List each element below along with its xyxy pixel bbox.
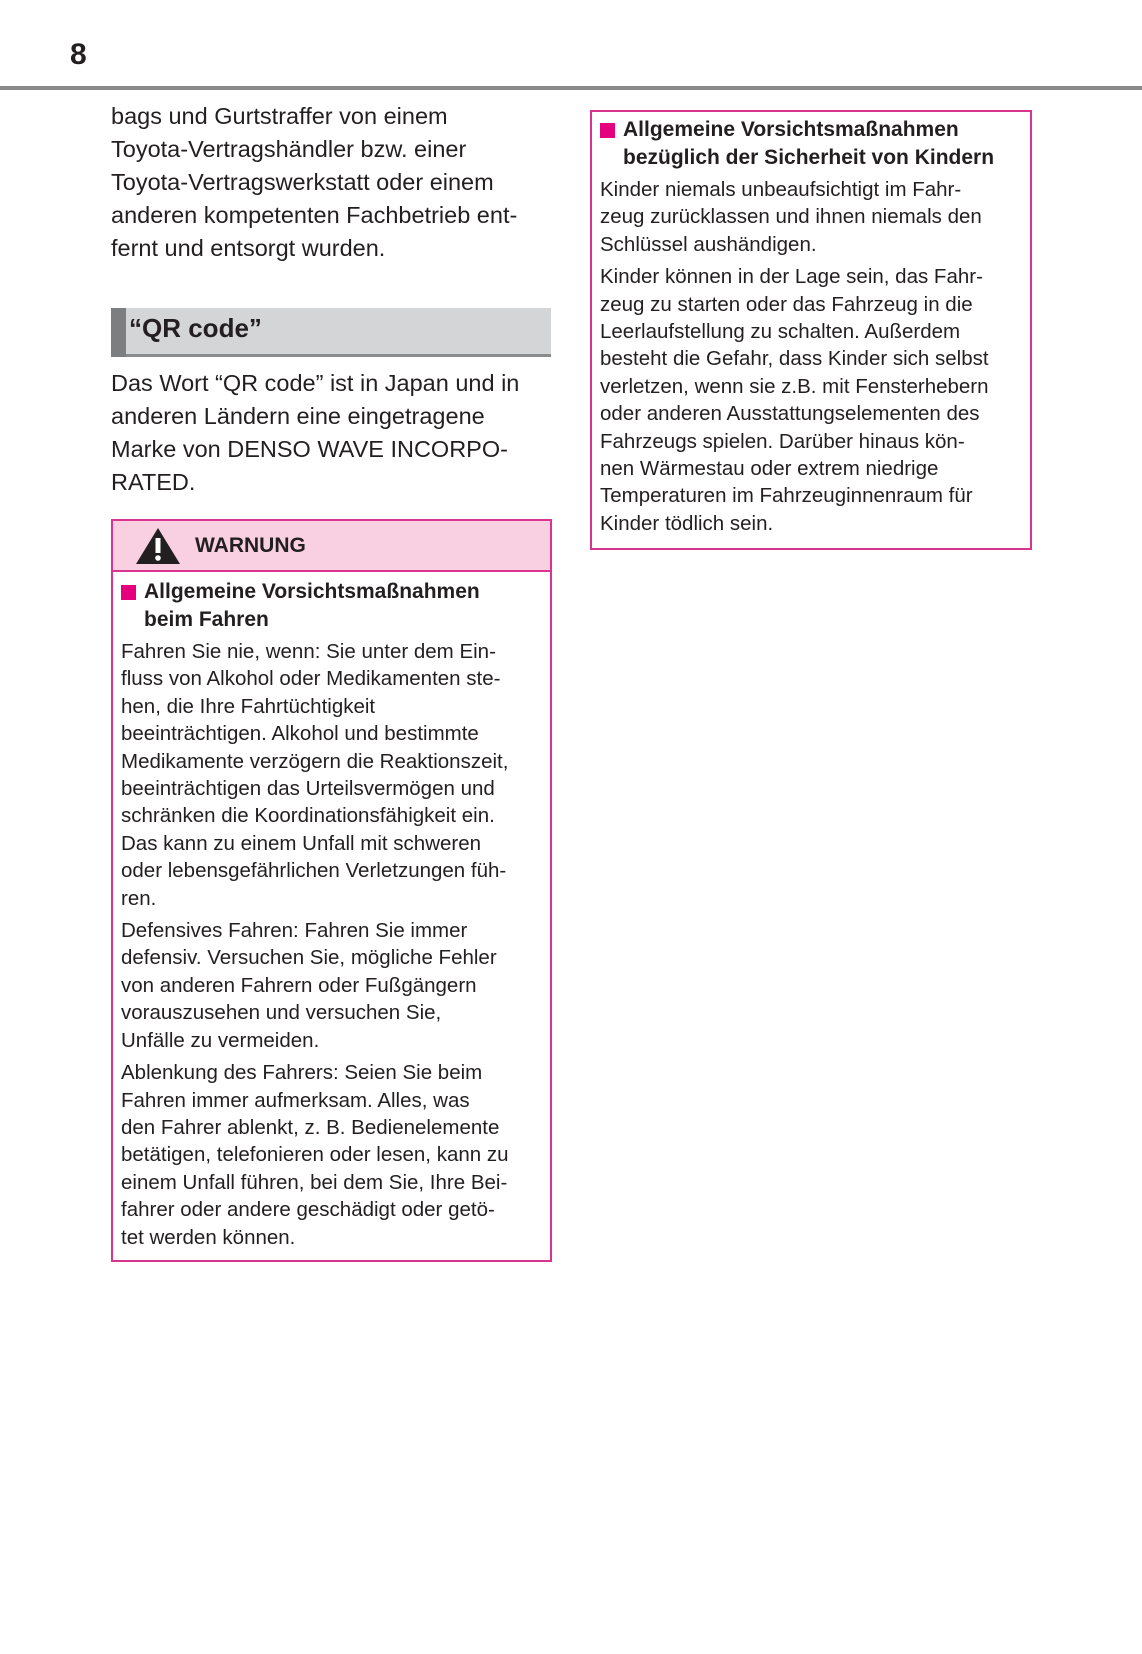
- warning-box: [111, 519, 552, 1262]
- text-line: hen, die Ihre Fahrtüchtigkeit: [121, 694, 376, 718]
- text-line: betätigen, telefonieren oder lesen, kann zu: [121, 1143, 509, 1167]
- text-line: fernt und entsorgt wurden.: [111, 235, 386, 261]
- paragraph: [121, 1059, 542, 1251]
- text-line: einem Unfall führen, bei dem Sie, Ihre Bei-: [121, 1170, 508, 1194]
- text-line: Toyota-Vertragswerkstatt oder einem: [111, 169, 494, 195]
- text-line: Medikamente verzögern die Reaktionszeit,: [121, 749, 509, 773]
- children-safety-box: [590, 110, 1032, 550]
- text-line: den Fahrer ablenkt, z. B. Bedienelemente: [121, 1115, 500, 1139]
- text-line: Temperaturen im Fahrzeuginnenraum für: [600, 484, 973, 508]
- text-line: Ablenkung des Fahrers: Seien Sie beim: [121, 1061, 483, 1085]
- page-number: 8: [70, 38, 87, 71]
- text-line: ren.: [121, 886, 157, 910]
- bullet-square-icon: [121, 585, 136, 600]
- text-line: Das kann zu einem Unfall mit schweren: [121, 831, 482, 855]
- text-line: Toyota-Vertragshändler bzw. einer: [111, 136, 467, 162]
- text-line: verletzen, wenn sie z.B. mit Fensterhebern: [600, 374, 989, 398]
- text-line: zeug zurücklassen und ihnen niemals den: [600, 205, 982, 229]
- text-line: Schlüssel aushändigen.: [600, 232, 817, 256]
- text-line: tet werden können.: [121, 1225, 296, 1249]
- text-line: anderen Ländern eine eingetragene: [111, 403, 485, 429]
- text-line: Kinder tödlich sein.: [600, 511, 774, 535]
- warning-subtitle: [121, 578, 542, 633]
- text-line: von anderen Fahrern oder Fußgängern: [121, 973, 477, 997]
- warning-header: [113, 521, 550, 572]
- paragraph: [121, 917, 542, 1054]
- qr-paragraph: [111, 367, 552, 499]
- section-title: “QR code”: [129, 313, 262, 343]
- text-line: vorauszusehen und versuchen Sie,: [121, 1001, 442, 1025]
- text-line: nen Wärmestau oder extrem niedrige: [600, 457, 939, 481]
- bullet-square-icon: [600, 123, 615, 138]
- text-line: oder anderen Ausstattungselementen des: [600, 402, 980, 426]
- text-line: defensiv. Versuchen Sie, mögliche Fehler: [121, 946, 497, 970]
- warning-triangle-icon: [135, 527, 181, 565]
- text-line: beeinträchtigen. Alkohol und bestimmte: [121, 722, 479, 746]
- text-line: fahrer oder andere geschädigt oder getö-: [121, 1198, 495, 1222]
- warning-label: WARNUNG: [195, 534, 306, 557]
- subtitle-line: Allgemeine Vorsichtsmaßnahmen: [623, 118, 959, 141]
- text-line: Defensives Fahren: Fahren Sie immer: [121, 919, 468, 943]
- subtitle-line: bezüglich der Sicherheit von Kindern: [623, 145, 995, 169]
- intro-paragraph: [111, 100, 552, 265]
- children-subtitle: [600, 116, 1022, 171]
- text-line: Marke von DENSO WAVE INCORPO-: [111, 436, 508, 462]
- text-line: Unfälle zu vermeiden.: [121, 1028, 320, 1052]
- text-line: Fahren Sie nie, wenn: Sie unter dem Ein-: [121, 640, 496, 663]
- text-line: Fahren immer aufmerksam. Alles, was: [121, 1088, 470, 1112]
- text-line: Leerlaufstellung zu schalten. Außerdem: [600, 320, 961, 344]
- text-line: fluss von Alkohol oder Medikamenten ste-: [121, 667, 501, 691]
- paragraph: [600, 263, 1022, 537]
- subtitle-line: beim Fahren: [144, 607, 269, 631]
- text-line: RATED.: [111, 469, 196, 495]
- subtitle-line: Allgemeine Vorsichtsmaßnahmen: [144, 580, 480, 603]
- text-line: oder lebensgefährlichen Verletzungen füh-: [121, 859, 507, 883]
- text-line: besteht die Gefahr, dass Kinder sich selbst: [600, 347, 989, 371]
- text-line: beeinträchtigen das Urteilsvermögen und: [121, 777, 495, 801]
- text-line: zeug zu starten oder das Fahrzeug in die: [600, 292, 973, 316]
- paragraph: [121, 638, 542, 912]
- text-line: Kinder können in der Lage sein, das Fahr-: [600, 265, 983, 289]
- text-line: schränken die Koordinationsfähigkeit ein.: [121, 804, 495, 828]
- header-rule: [0, 86, 1142, 90]
- section-header-bar: [111, 308, 126, 357]
- text-line: anderen kompetenten Fachbetrieb ent-: [111, 202, 518, 228]
- text-line: bags und Gurtstraffer von einem: [111, 103, 448, 129]
- text-line: Kinder niemals unbeaufsichtigt im Fahr-: [600, 178, 962, 201]
- paragraph: [600, 176, 1022, 258]
- section-header-qr-code: [111, 308, 551, 357]
- text-line: Fahrzeugs spielen. Darüber hinaus kön-: [600, 429, 965, 453]
- text-line: Das Wort “QR code” ist in Japan und in: [111, 370, 520, 396]
